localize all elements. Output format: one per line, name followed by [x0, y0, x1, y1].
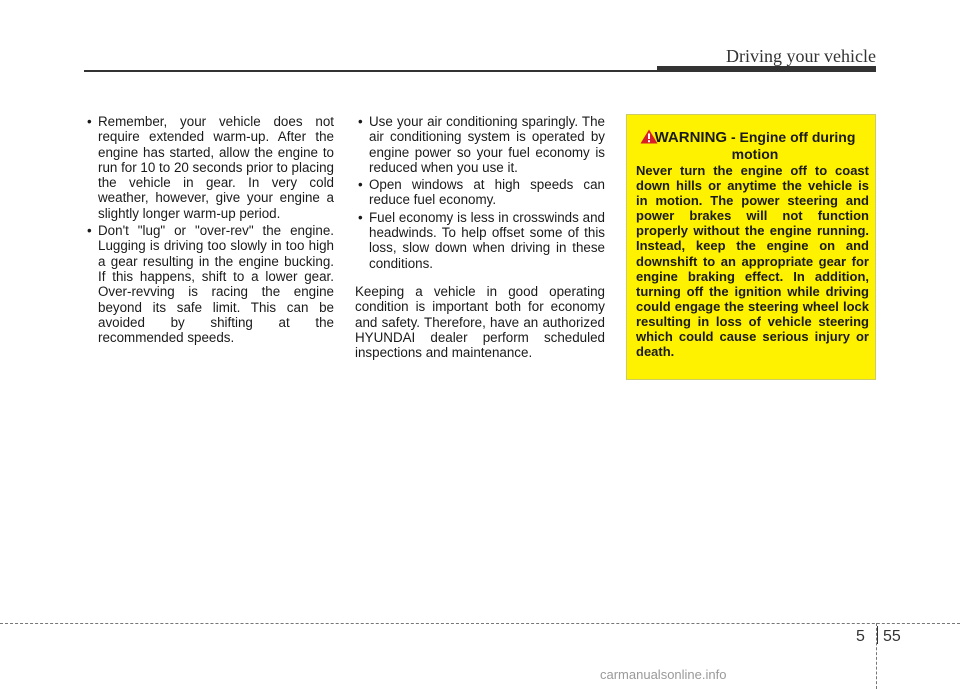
bullet-warm-up: • Remember, your vehicle does not require extended warm-up. After the engine has started, allow the engine to run for 10 to 20 seconds prior to placing the vehicle in gear. In very cold weather, however, give your engine a slightly longer warm-up period.	[84, 114, 334, 221]
warning-heading	[637, 129, 873, 162]
middle-bullet-list	[355, 114, 605, 271]
bullet-crosswinds: • Fuel economy is less in crosswinds and headwinds. To help offset some of this loss, slow down when driving in these conditions.	[355, 210, 605, 271]
warning-text: Never turn the engine off to coast down hills or anytime the vehicle is in motion. The power steering and power brakes will not function properly without the engine running. Instead, keep the engine on and downshift to an appropriate gear for engine braking effect. In addition, turning off the ignition while driving could engage the steering wheel lock resulting in loss of vehicle steering which could cause serious injury or death.	[636, 163, 869, 360]
middle-column	[355, 114, 605, 374]
bullet-air-conditioning: • Use your air conditioning sparingly. The air conditioning system is operated by engine power so your fuel economy is reduced when you use it.	[355, 114, 605, 175]
left-bullet-list	[84, 114, 334, 345]
header-rule	[84, 70, 657, 72]
section-number: 5	[856, 628, 865, 645]
left-column	[84, 114, 334, 347]
header-title: Driving your vehicle	[726, 46, 876, 66]
warning-box	[626, 114, 876, 380]
bullet-open-windows: • Open windows at high speeds can reduce fuel economy.	[355, 177, 605, 208]
warning-title: - Engine off during motion	[727, 129, 856, 162]
watermark: carmanualsonline.info	[600, 667, 727, 682]
page-number-divider	[877, 626, 878, 644]
warning-label: WARNING	[654, 129, 728, 146]
page-number: 55	[883, 628, 901, 645]
bullet-lug-over-rev: • Don't "lug" or "over-rev" the engine. Lugging is driving too slowly in too high a gear resulting in the engine bucking. If this happens, shift to a lower gear. Over-revving is racing the engine beyond its safe limit. This can be avoided by shifting at the recommended speeds.	[84, 223, 334, 345]
maintenance-paragraph: Keeping a vehicle in good operating condition is important both for economy and safety. Therefore, have an authorized HYUNDAI dealer perform scheduled inspections and maintenance.	[355, 283, 605, 361]
footer-rule	[0, 623, 960, 624]
header-bar	[657, 66, 876, 72]
